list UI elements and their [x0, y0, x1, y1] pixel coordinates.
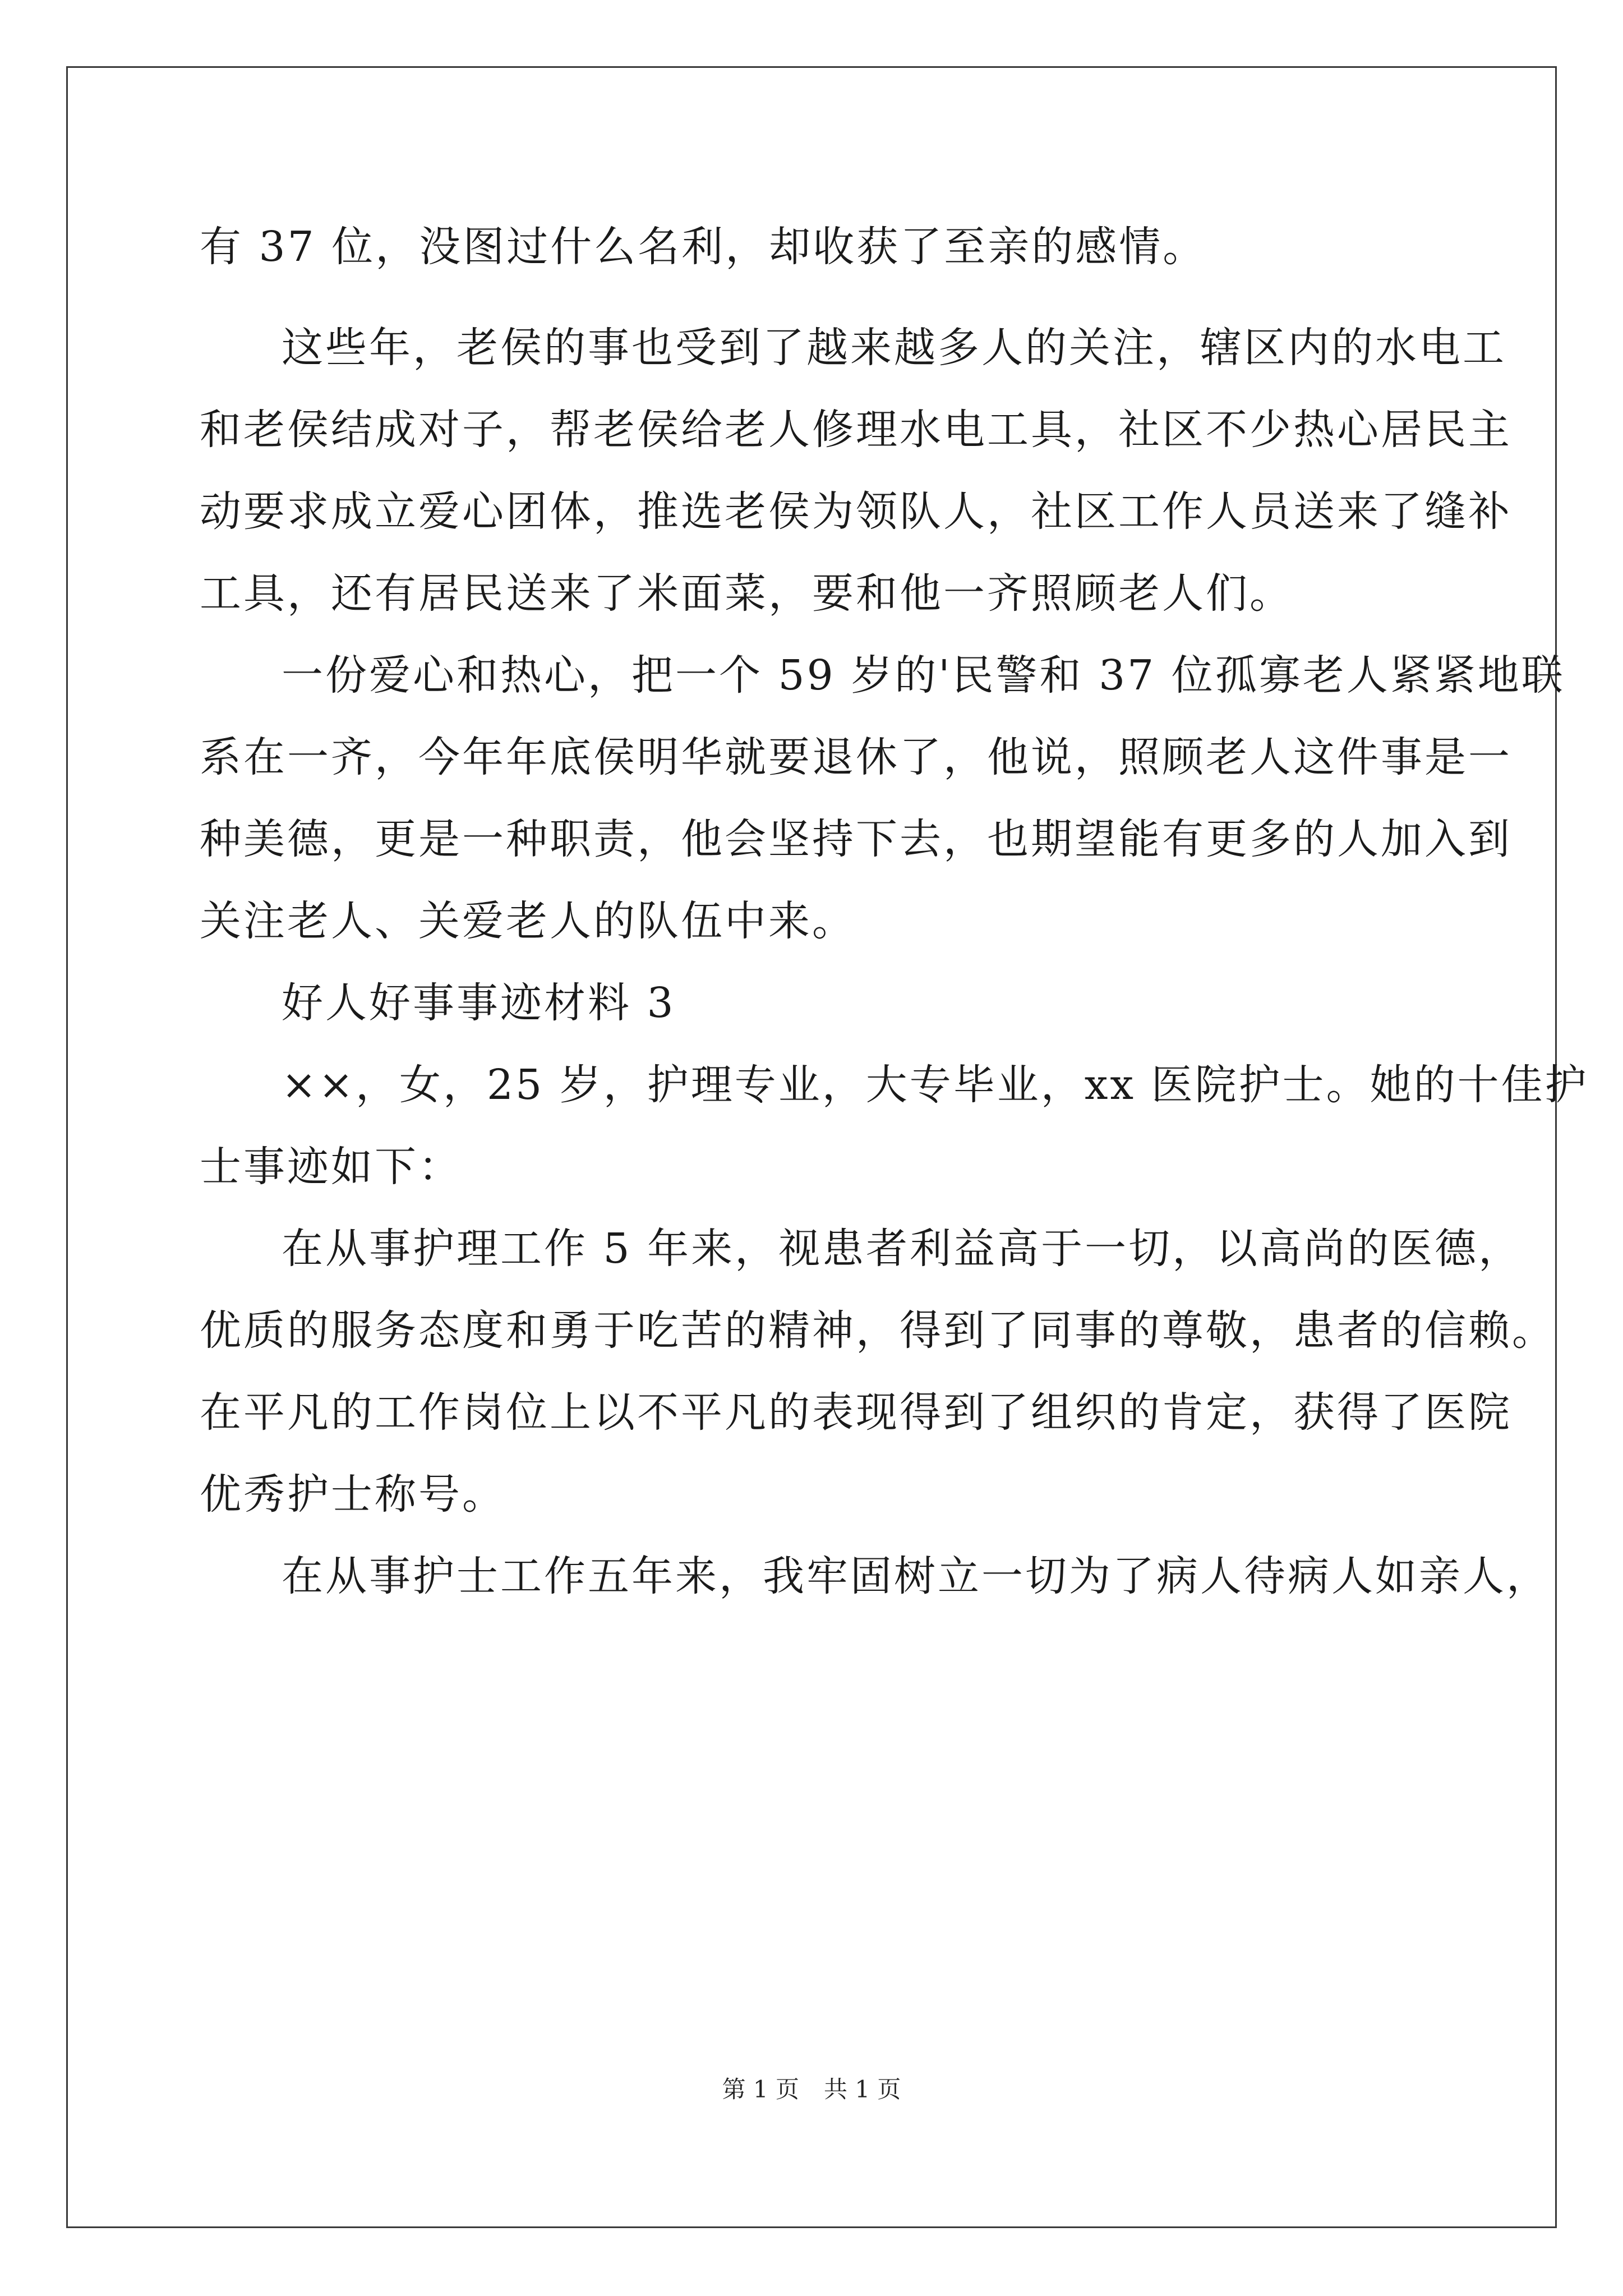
- text-line: 工具，还有居民送来了米面菜，要和他一齐照顾老人们。: [200, 569, 1293, 618]
- text-line: 系在一齐，今年年底侯明华就要退休了，他说，照顾老人这件事是一: [200, 733, 1512, 781]
- text-line: 有 37 位，没图过什么名利，却收获了至亲的感情。: [200, 223, 1207, 271]
- text-line: 在从事护理工作 5 年来，视患者利益高于一切，以高尚的医德，: [282, 1225, 1523, 1273]
- text-line: 和老侯结成对子，帮老侯给老人修理水电工具，社区不少热心居民主: [200, 406, 1512, 454]
- page-number: 第 1 页: [722, 2076, 799, 2103]
- text-line: 优秀护士称号。: [200, 1470, 506, 1519]
- text-line: 在从事护士工作五年来，我牢固树立一切为了病人待病人如亲人，: [282, 1552, 1550, 1600]
- text-line: 这些年，老侯的事也受到了越来越多人的关注，辖区内的水电工: [282, 324, 1506, 372]
- text-line: 优质的服务态度和勇于吃苦的精神，得到了同事的尊敬，患者的信赖。: [200, 1306, 1556, 1355]
- text-line: 关注老人、关爱老人的队伍中来。: [200, 897, 856, 945]
- page-total: 共 1 页: [824, 2076, 901, 2103]
- page-footer: [0, 2073, 1623, 2106]
- text-line: 在平凡的工作岗位上以不平凡的表现得到了组织的肯定，获得了医院: [200, 1388, 1512, 1437]
- text-line: 一份爱心和热心，把一个 59 岁的'民警和 37 位孤寡老人紧紧地联: [282, 651, 1565, 700]
- text-line: ××，女，25 岁，护理专业，大专毕业，xx 医院护士。她的十佳护: [282, 1061, 1589, 1109]
- text-line: 种美德，更是一种职责，他会坚持下去，也期望能有更多的人加入到: [200, 815, 1512, 863]
- text-line: 动要求成立爱心团体，推选老侯为领队人，社区工作人员送来了缝补: [200, 487, 1512, 536]
- section-heading: 好人好事事迹材料 3: [282, 979, 676, 1027]
- text-line: 士事迹如下：: [200, 1143, 462, 1191]
